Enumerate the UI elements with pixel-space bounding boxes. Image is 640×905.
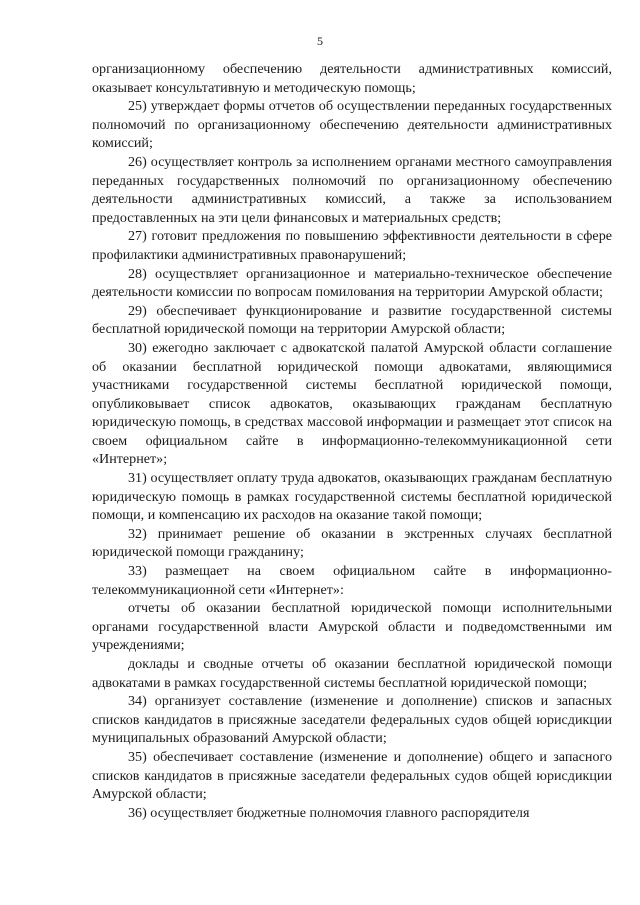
paragraph-item-33: 33) размещает на своем официальном сайте в информационно-телекоммуникационной сети «Интернет»: bbox=[92, 563, 612, 598]
paragraph-item-28: 28) осуществляет организационное и материально-техническое обеспечение деятельности комиссии по вопросам помилования на территории Амурской области; bbox=[92, 265, 612, 301]
paragraph-item-27: 27) готовит предложения по повышению эффективности деятельности в сфере профилактики административных правонарушений; bbox=[92, 228, 612, 263]
paragraph-item-31: 31) осуществляет оплату труда адвокатов, оказывающих гражданам бесплатную юридическую помощь в рамках государственной системы бесплатной юридической помощи, и компенсацию их расходов на оказание такой помощи; bbox=[92, 470, 612, 524]
paragraph-item-29: 29) обеспечивает функционирование и развитие государственной системы бесплатной юридической помощи на территории Амурской области; bbox=[92, 302, 612, 338]
paragraph-item-25: 25) утверждает формы отчетов об осуществлении переданных государственных полномочий по организационному обеспечению деятельности административных комиссий; bbox=[92, 98, 612, 152]
paragraph-continuation: организационному обеспечению деятельности административных комиссий, оказывает консультативную и методическую помощь; bbox=[92, 61, 612, 96]
paragraph-item-35: 35) обеспечивает составление (изменение и дополнение) общего и запасного списков кандидатов в присяжные заседатели федеральных судов общей юрисдикции Амурской области; bbox=[92, 748, 612, 803]
paragraph-item-36: 36) осуществляет бюджетные полномочия главного распорядителя bbox=[128, 804, 530, 821]
document-body bbox=[92, 60, 612, 822]
paragraph-item-26: 26) осуществляет контроль за исполнением органами местного самоуправления переданных государственных полномочий по организационному обеспечению деятельности административных комиссий, а также за использованием предоставленных на эти цели финансовых и материальных средств; bbox=[92, 153, 612, 226]
paragraph-item-33-reports: отчеты об оказании бесплатной юридической помощи исполнительными органами государственной власти Амурской области и подведомственными им учреждениями; bbox=[92, 600, 612, 654]
paragraph-item-32: 32) принимает решение об оказании в экстренных случаях бесплатной юридической помощи гражданину; bbox=[92, 525, 612, 561]
paragraph-item-34: 34) организует составление (изменение и дополнение) списков и запасных списков кандидатов в присяжные заседатели федеральных судов общей юрисдикции муниципальных образований Амурской области; bbox=[92, 693, 612, 747]
paragraph-item-30: 30) ежегодно заключает с адвокатской палатой Амурской области соглашение об оказании бесплатной юридической помощи адвокатами, являющимися участниками государственной системы бесплатной юридической помощи, опубликовывает список адвокатов, оказывающих гражданам бесплатную юридическую помощь, в средствах массовой информации и размещает этот список на своем официальном сайте в информационно-телекоммуникационной сети «Интернет»; bbox=[92, 339, 612, 468]
page-number: 5 bbox=[317, 34, 323, 48]
paragraph-item-33-summaries: доклады и сводные отчеты об оказании бесплатной юридической помощи адвокатами в рамках государственной системы бесплатной юридической помощи; bbox=[92, 656, 612, 691]
